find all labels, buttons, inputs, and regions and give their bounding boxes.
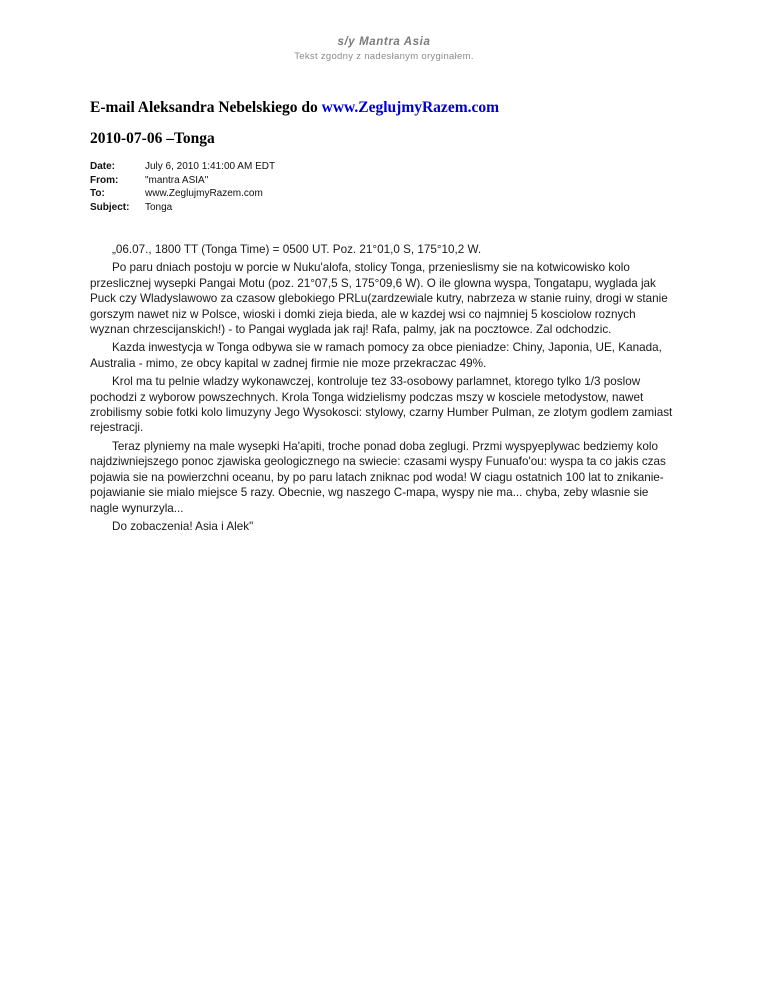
body-paragraph-nukualofa: Po paru dniach postoju w porcie w Nuku'alofa, stolicy Tonga, przenieslismy sie na kotwicowisko kolo przeslicznej wysepki Pangai Motu (poz. 21°07,5 S, 175°09,6 W). O ile glowna wyspa, Tongatapu, wyglada jak Puck czy Wladyslawowo za czasow glebokiego PRLu(zardzewiale kutry, nabrzeza w stanie ruiny, drogi w stanie gorszym nawet niz w Polsce, wioski i domki zieja bieda, ale w kazdej wsi co najmniej 5 kosciolow roznych wyznan chrzescijanskich!) - to Pangai wyglada jak raj! Rafa, palmy, jak na pocztowce. Zal odchodzic. bbox=[90, 261, 668, 337]
boat-name: s/y Mantra Asia bbox=[337, 36, 431, 48]
meta-value-to: www.ZeglujmyRazem.com bbox=[145, 188, 263, 199]
email-content bbox=[90, 98, 678, 534]
body-paragraph-position: „06.07., 1800 TT (Tonga Time) = 0500 UT. Poz. 21°01,0 S, 175°10,2 W. bbox=[112, 243, 482, 256]
body-paragraph-haapiti: Teraz plyniemy na male wysepki Ha'apiti, troche ponad doba zeglugi. Przmi wyspyeplywac bedziemy kolo najdziwniejszego ponoc zjawiska geologicznego na swiecie: czasami wyspy Funuafo'ou: wyspa ta co jakis czas pojawia sie na powierzchni oceanu, by po paru latach zniknac pod woda! W ciagu ostatnich 100 lat to znikanie-pojawianie sie mialo miejsce 5 razy. Obecnie, wg naszego C-mapa, wyspy nie ma... chyba, zeby wlasnie sie nagle wynurzyla... bbox=[90, 439, 666, 515]
header-disclaimer: Tekst zgodny z nadesłanym oryginałem. bbox=[294, 51, 474, 62]
meta-row-subject bbox=[90, 201, 678, 215]
meta-row-from bbox=[90, 174, 678, 188]
meta-row-date bbox=[90, 160, 678, 174]
body-paragraph-investments: Kazda inwestycja w Tonga odbywa sie w ramach pomocy za obce pieniadze: Chiny, Japonia, UE, Kanada, Australia - mimo, ze obcy kapital w zadnej firmie nie moze przekraczac 49%. bbox=[90, 341, 662, 370]
meta-row-to bbox=[90, 187, 678, 201]
page-header bbox=[0, 0, 768, 62]
email-title-link[interactable]: www.ZeglujmyRazem.com bbox=[321, 99, 500, 116]
meta-value-subject: Tonga bbox=[145, 201, 173, 213]
meta-value-date: July 6, 2010 1:41:00 AM EDT bbox=[145, 161, 276, 172]
meta-value-from: "mantra ASIA" bbox=[145, 174, 209, 186]
meta-label-subject: Subject: bbox=[90, 201, 130, 213]
email-title bbox=[90, 98, 678, 117]
email-meta bbox=[90, 160, 678, 214]
date-heading: 2010-07-06 –Tonga bbox=[90, 130, 215, 147]
email-title-text: E-mail Aleksandra Nebelskiego do bbox=[90, 99, 322, 116]
body-paragraph-king: Krol ma tu pelnie wladzy wykonawczej, kontroluje tez 33-osobowy parlamnet, ktorego tylko 1/3 poslow pochodzi z wyborow powszechnych. Krola Tonga widzielismy podczas mszy w kosciele metodystow, nawet zrobilismy sobie fotki kolo limuzyny Jego Wysokosci: stylowy, czarny Humber Pulman, ze zlotym godlem zamiast rejestracji. bbox=[90, 375, 673, 435]
meta-label-date: Date: bbox=[90, 161, 116, 172]
body-paragraph-signoff: Do zobaczenia! Asia i Alek" bbox=[112, 519, 254, 533]
meta-label-to: To: bbox=[90, 188, 105, 199]
email-body bbox=[90, 242, 678, 534]
meta-label-from: From: bbox=[90, 174, 119, 186]
